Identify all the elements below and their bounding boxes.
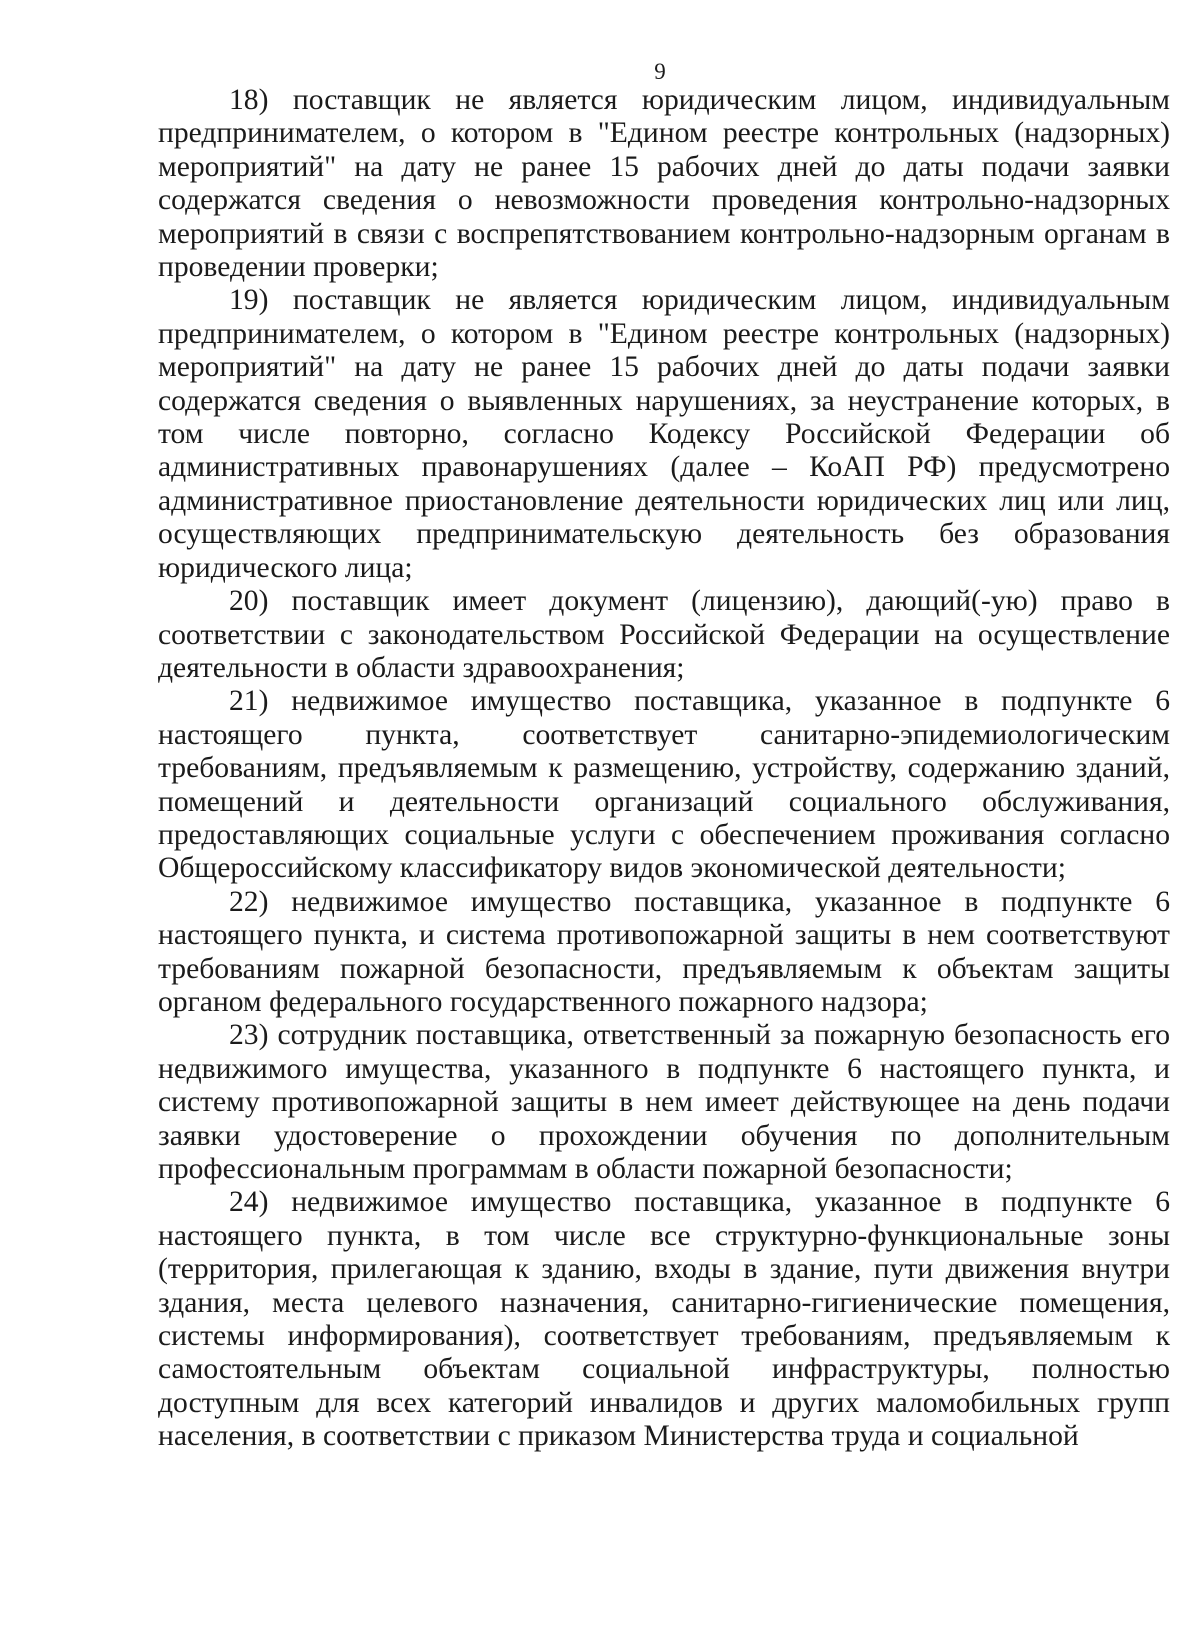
paragraph-22: 22) недвижимое имущество поставщика, указанное в подпункте 6 настоящего пункта, и система противопожарной защиты в нем соответствуют требованиям пожарной безопасности, предъявляемым к объектам защиты органом федерального государственного пожарного надзора;: [158, 885, 1170, 1018]
paragraph-20: 20) поставщик имеет документ (лицензию), дающий(-ую) право в соответствии с законодательством Российской Федерации на осуществление деятельности в области здравоохранения;: [158, 585, 1170, 684]
document-body: [158, 84, 1170, 1454]
paragraph-19: 19) поставщик не является юридическим лицом, индивидуальным предпринимателем, о котором в "Едином реестре контрольных (надзорных) мероприятий" на дату не ранее 15 рабочих дней до даты подачи заявки содержатся сведения о выявленных нарушениях, за неустранение которых, в том числе повторно, согласно Кодексу Российской Федерации об административных правонарушениях (далее – КоАП РФ) предусмотрено административное приостановление деятельности юридических лиц или лиц, осуществляющих предпринимательскую деятельность без образования юридического лица;: [158, 284, 1170, 584]
paragraph-18: 18) поставщик не является юридическим лицом, индивидуальным предпринимателем, о котором в "Едином реестре контрольных (надзорных) мероприятий" на дату не ранее 15 рабочих дней до даты подачи заявки содержатся сведения о невозможности проведения контрольно-надзорных мероприятий в связи с воспрепятствованием контрольно-надзорным органам в проведении проверки;: [158, 84, 1170, 284]
page-number: 9: [654, 59, 666, 84]
paragraph-21: 21) недвижимое имущество поставщика, указанное в подпункте 6 настоящего пункта, соответствует санитарно-эпидемиологическим требованиям, предъявляемым к размещению, устройству, содержанию зданий, помещений и деятельности организаций социального обслуживания, предоставляющих социальные услуги с обеспечением проживания согласно Общероссийскому классификатору видов экономической деятельности;: [158, 685, 1170, 885]
paragraph-24: 24) недвижимое имущество поставщика, указанное в подпункте 6 настоящего пункта, в том числе все структурно-функциональные зоны (территория, прилегающая к зданию, входы в здание, пути движения внутри здания, места целевого назначения, санитарно-гигиенические помещения, системы информирования), соответствует требованиям, предъявляемым к самостоятельным объектам социальной инфраструктуры, полностью доступным для всех категорий инвалидов и других маломобильных групп населения, в соответствии с приказом Министерства труда и социальной: [158, 1186, 1170, 1453]
paragraph-23: 23) сотрудник поставщика, ответственный за пожарную безопасность его недвижимого имущества, указанного в подпункте 6 настоящего пункта, и систему противопожарной защиты в нем имеет действующее на день подачи заявки удостоверение о прохождении обучения по дополнительным профессиональным программам в области пожарной безопасности;: [158, 1019, 1170, 1185]
